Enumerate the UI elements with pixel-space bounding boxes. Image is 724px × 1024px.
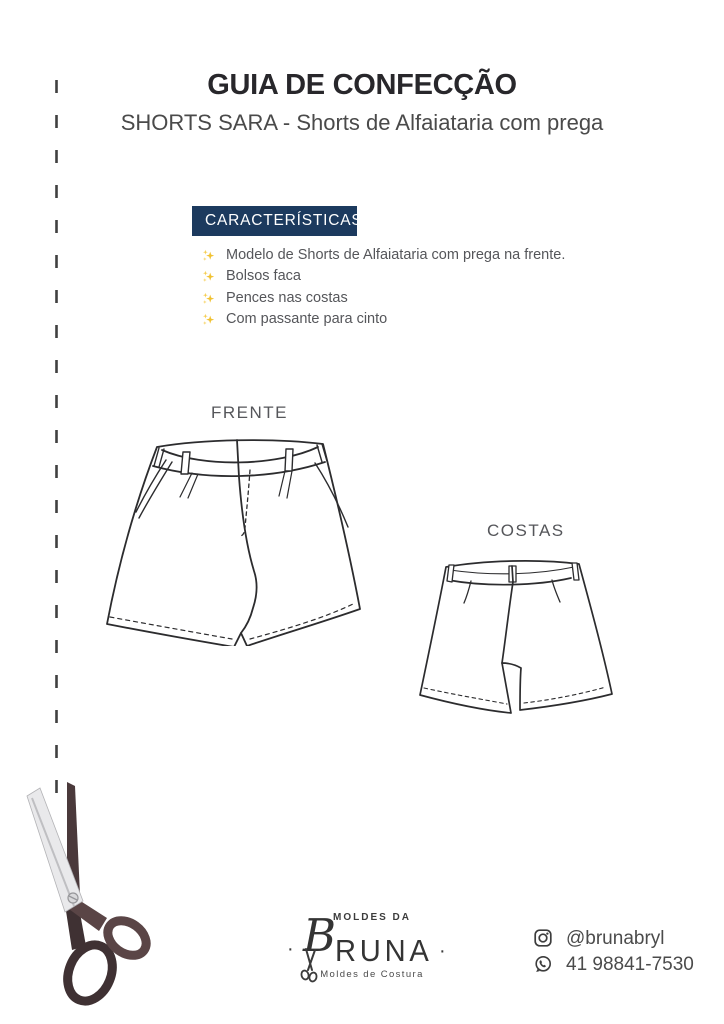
sparkle-icon bbox=[202, 249, 215, 262]
front-view-label: FRENTE bbox=[211, 403, 288, 422]
list-item bbox=[202, 291, 565, 305]
characteristics-heading: CARACTERÍSTICAS: bbox=[205, 212, 368, 229]
page-title: GUIA DE CONFECÇÃO bbox=[207, 69, 517, 101]
list-item-text: Pences nas costas bbox=[226, 289, 348, 306]
brand-logo bbox=[284, 909, 460, 984]
sparkle-icon bbox=[202, 292, 215, 305]
list-item bbox=[202, 270, 565, 284]
contact-block bbox=[534, 928, 694, 974]
list-item-text: Com passante para cinto bbox=[226, 311, 388, 328]
contact-whatsapp bbox=[534, 954, 694, 974]
characteristics-heading-box bbox=[192, 206, 368, 236]
list-item-text: Bolsos faca bbox=[226, 268, 301, 285]
brand-initial: B bbox=[303, 909, 337, 962]
instagram-handle: @brunabryl bbox=[566, 927, 665, 949]
list-item bbox=[202, 248, 565, 262]
brand-dot-right: · bbox=[439, 940, 446, 962]
back-view-label: COSTAS bbox=[487, 521, 565, 540]
brand-dot-left: · bbox=[287, 938, 294, 960]
front-shorts-drawing bbox=[103, 428, 365, 646]
brand-tagline: Moldes de Costura bbox=[320, 969, 424, 980]
brand-top-line: MOLDES DA bbox=[333, 912, 411, 923]
whatsapp-number: 41 98841-7530 bbox=[566, 953, 694, 975]
brand-name: RUNA bbox=[335, 933, 433, 968]
sparkle-icon bbox=[202, 270, 215, 283]
instagram-icon bbox=[534, 929, 552, 947]
characteristics-list bbox=[202, 248, 565, 327]
contact-instagram bbox=[534, 928, 694, 948]
dashed-cut-line bbox=[50, 78, 64, 814]
list-item-text: Modelo de Shorts de Alfaiataria com prega na frente. bbox=[226, 246, 566, 263]
back-shorts-drawing bbox=[416, 548, 621, 718]
page-subtitle: SHORTS SARA - Shorts de Alfaiataria com prega bbox=[120, 110, 604, 135]
scissors-illustration bbox=[10, 762, 155, 1017]
whatsapp-icon bbox=[534, 955, 552, 973]
list-item bbox=[202, 313, 565, 327]
sparkle-icon bbox=[202, 313, 215, 326]
